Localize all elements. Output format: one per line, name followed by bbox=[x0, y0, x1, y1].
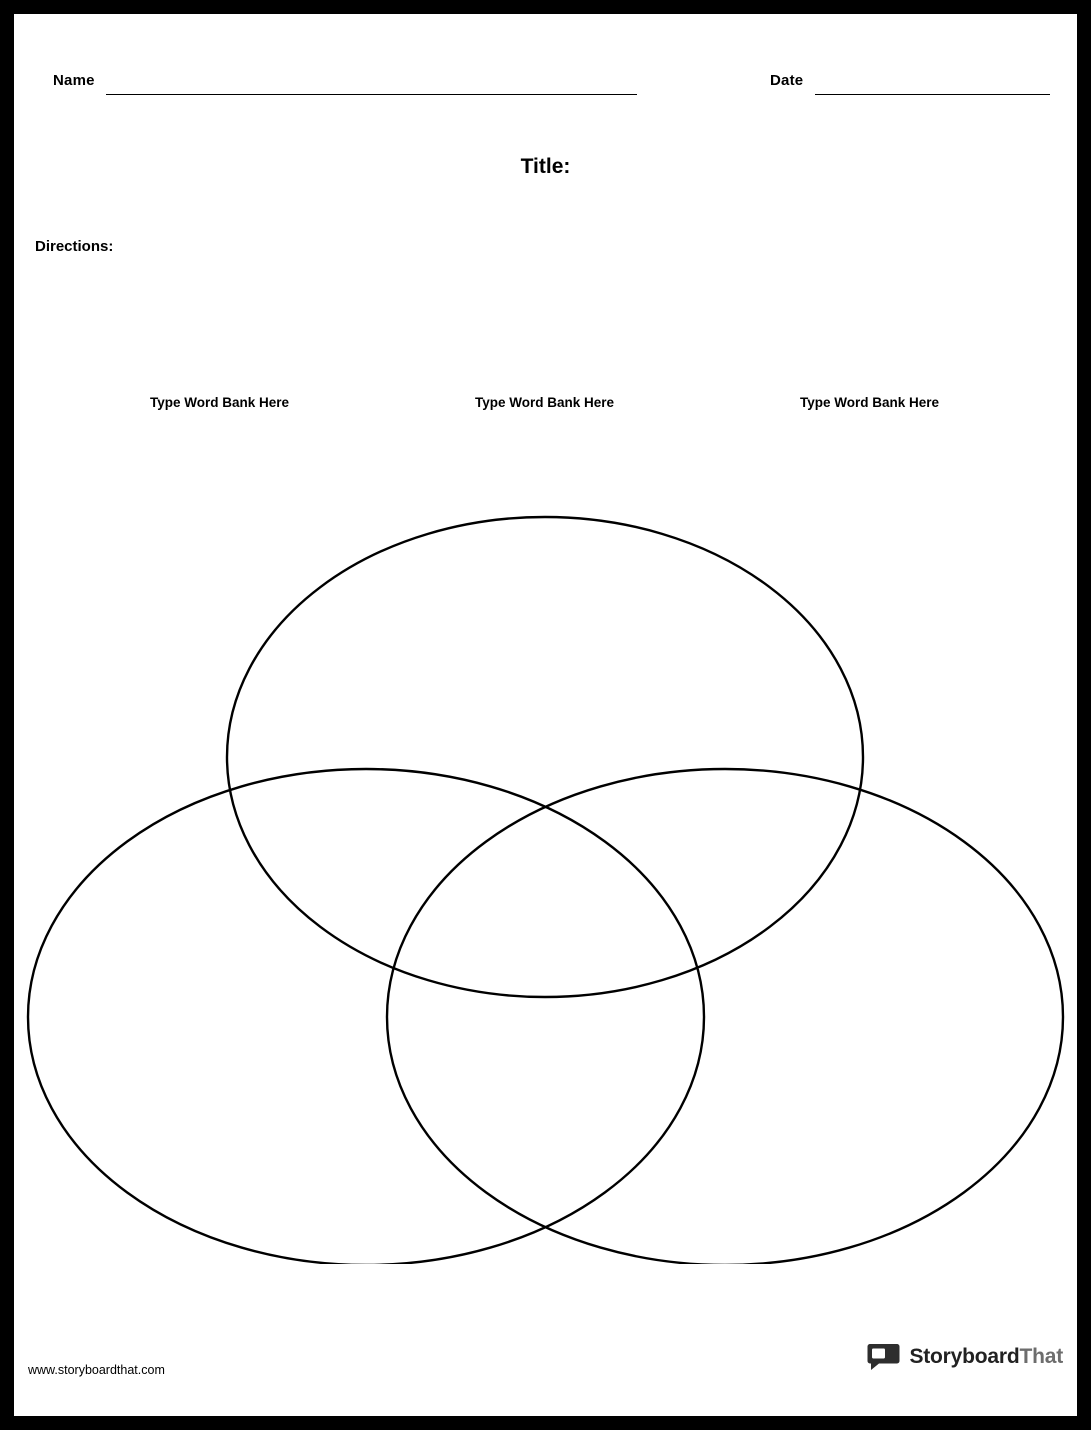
brand-name-light: That bbox=[1019, 1345, 1063, 1368]
name-write-line[interactable] bbox=[106, 94, 637, 95]
speech-bubble-icon bbox=[867, 1343, 900, 1371]
directions-label[interactable]: Directions: bbox=[35, 238, 114, 255]
brand-name-bold: Storyboard bbox=[909, 1345, 1020, 1368]
word-bank-3[interactable]: Type Word Bank Here bbox=[800, 395, 940, 410]
brand-logo bbox=[867, 1343, 1063, 1371]
name-label: Name bbox=[53, 72, 95, 89]
page-title[interactable]: Title: bbox=[520, 155, 571, 178]
worksheet-page bbox=[14, 14, 1077, 1416]
brand-name bbox=[909, 1345, 1063, 1369]
footer-url[interactable]: www.storyboardthat.com bbox=[28, 1363, 165, 1377]
venn-circle-right bbox=[387, 769, 1063, 1264]
venn-diagram bbox=[14, 504, 1077, 1264]
date-label: Date bbox=[770, 72, 804, 89]
header-row bbox=[14, 72, 1077, 102]
venn-circle-top bbox=[227, 517, 863, 997]
date-write-line[interactable] bbox=[815, 94, 1050, 95]
word-bank-1[interactable]: Type Word Bank Here bbox=[150, 395, 290, 410]
word-bank-2[interactable]: Type Word Bank Here bbox=[475, 395, 615, 410]
venn-circle-left bbox=[28, 769, 704, 1264]
